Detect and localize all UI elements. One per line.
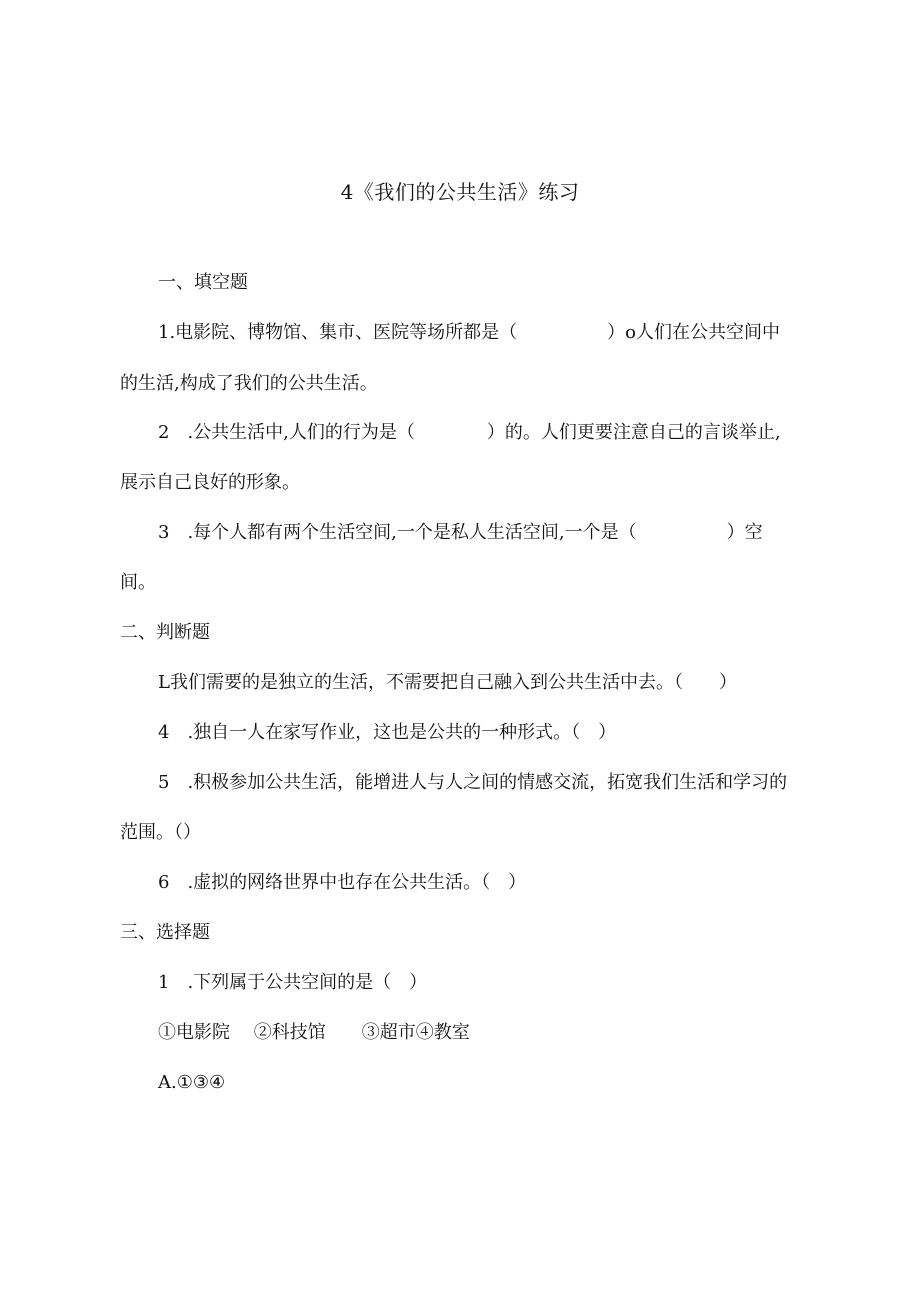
fill-question-2-line-1: 2 .公共生活中,人们的行为是（ ）的。人们更要注意自己的言谈举止, <box>158 422 781 443</box>
fill-question-1-line-1: 1.电影院、博物馆、集市、医院等场所都是（ ）o人们在公共空间中 <box>158 322 781 343</box>
choice-question-1-options: ①电影院 ②科技馆 ③超市④教室 <box>158 1022 470 1043</box>
fill-question-1-line-2: 的生活,构成了我们的公共生活。 <box>120 373 378 394</box>
page-title: 4《我们的公共生活》练习 <box>340 180 580 204</box>
judge-question-5-line-1: 5 .积极参加公共生活，能增进人与人之间的情感交流，拓宽我们生活和学习的 <box>158 772 788 793</box>
section-heading-true-false: 二、判断题 <box>120 622 210 643</box>
section-heading-fill-in: 一、填空题 <box>158 272 248 293</box>
judge-question-5-line-2: 范围。（） <box>120 822 201 843</box>
choice-answer-a: A.①③④ <box>158 1072 226 1093</box>
judge-question-4: 4 .独自一人在家写作业，这也是公共的一种形式。（ ） <box>158 722 617 743</box>
judge-question-1: L我们需要的是独立的生活，不需要把自己融入到公共生活中去。（ ） <box>158 672 737 693</box>
fill-question-3-line-1: 3 .每个人都有两个生活空间,一个是私人生活空间,一个是（ ）空 <box>158 522 763 543</box>
fill-question-3-line-2: 间。 <box>120 572 156 593</box>
judge-question-6: 6 .虚拟的网络世界中也存在公共生活。（ ） <box>158 872 527 893</box>
choice-question-1: 1 .下列属于公共空间的是（ ） <box>158 972 428 993</box>
section-heading-multiple-choice: 三、选择题 <box>120 922 210 943</box>
fill-question-2-line-2: 展示自己良好的形象。 <box>120 472 300 493</box>
